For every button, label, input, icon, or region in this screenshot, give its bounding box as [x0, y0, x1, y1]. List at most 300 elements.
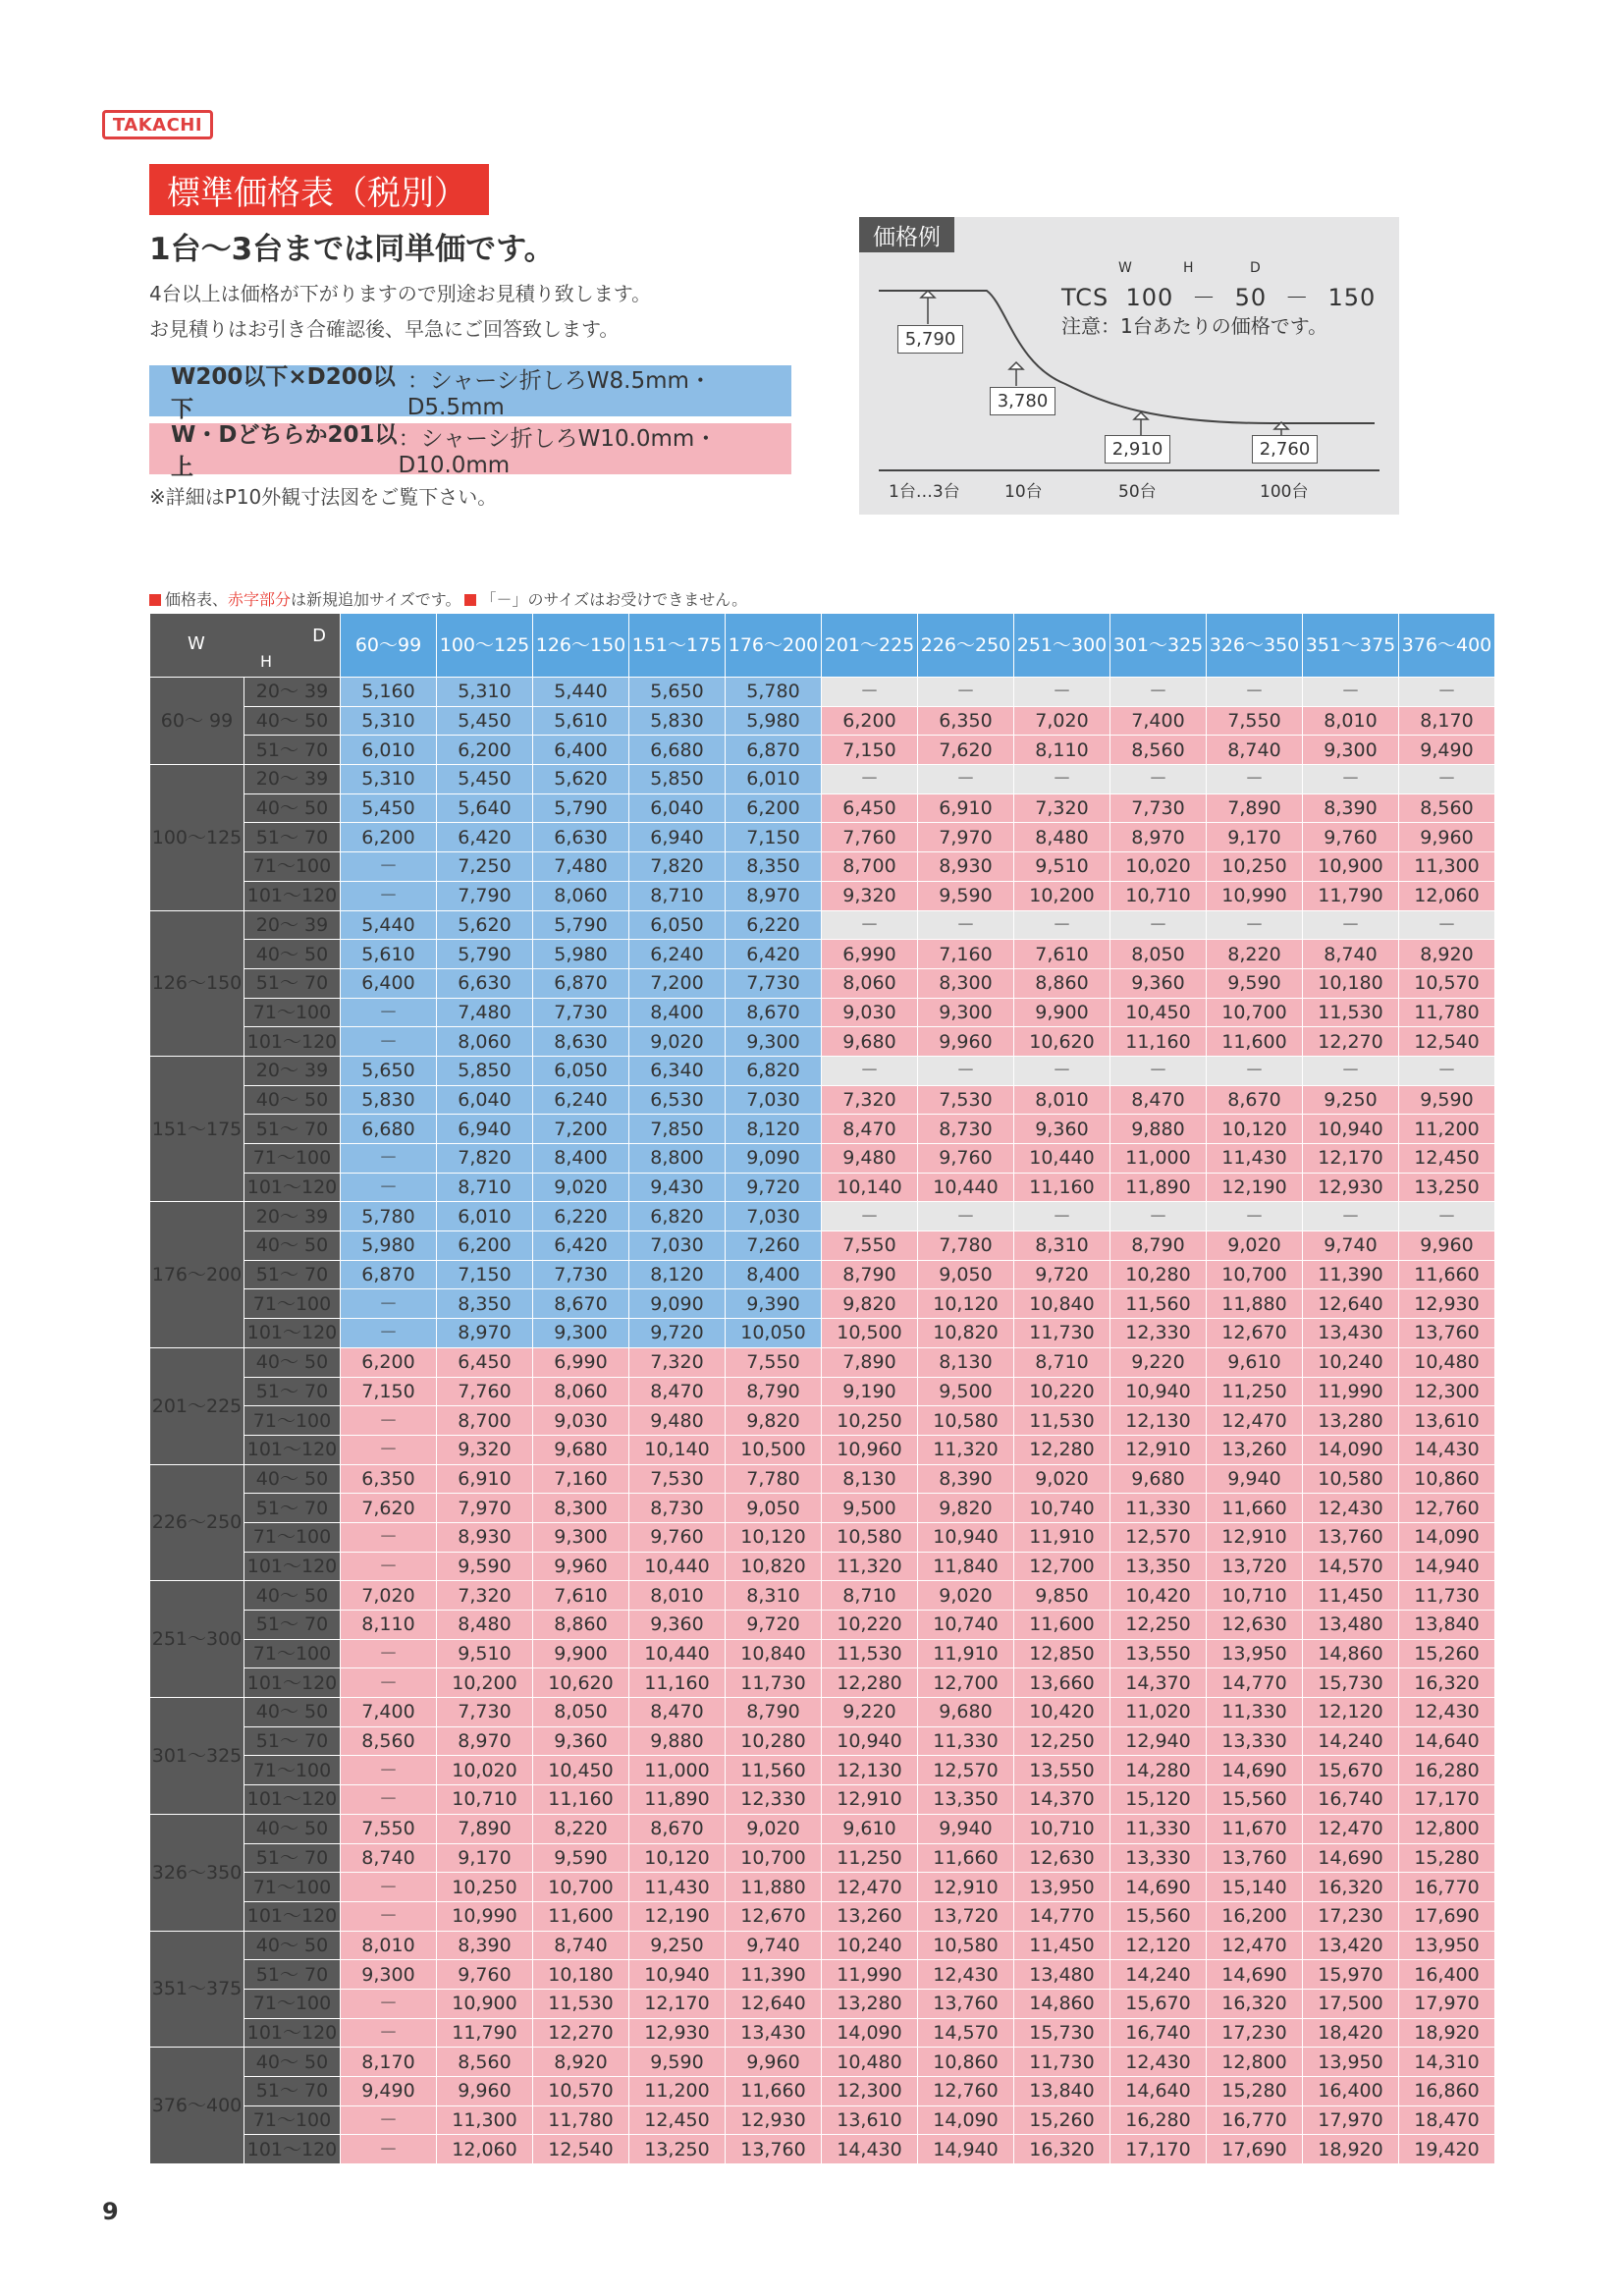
price-cell: 8,400: [629, 998, 726, 1027]
price-cell: 6,040: [629, 793, 726, 823]
legend-part-d: 「－」のサイズはお受けできません。: [480, 590, 748, 609]
price-cell: 12,270: [1303, 1027, 1399, 1057]
price-cell: 7,620: [341, 1494, 437, 1523]
h-range-cell: 51～ 70: [244, 1377, 341, 1406]
price-cell: 8,710: [629, 881, 726, 910]
table-row: [150, 2105, 1495, 2135]
price-cell: 8,700: [822, 852, 918, 882]
table-row: [150, 1144, 1495, 1174]
price-cell: 14,570: [1303, 1552, 1399, 1581]
h-range-cell: 71～100: [244, 998, 341, 1027]
price-cell: －: [341, 1027, 437, 1057]
table-row: [150, 1552, 1495, 1581]
table-row: [150, 1435, 1495, 1464]
price-cell: 8,170: [1399, 706, 1495, 736]
price-cell: 7,890: [437, 1814, 533, 1843]
table-body: [150, 678, 1495, 2164]
price-cell: 7,530: [918, 1085, 1014, 1115]
price-cell: 17,690: [1399, 1901, 1495, 1931]
table-row: [150, 1027, 1495, 1057]
price-cell: 5,830: [629, 706, 726, 736]
price-cell: 10,240: [1303, 1347, 1399, 1377]
price-cell: 9,050: [726, 1494, 822, 1523]
price-cell: 12,470: [1207, 1406, 1303, 1436]
price-cell: 15,670: [1110, 1989, 1207, 2018]
price-cell: 12,640: [726, 1989, 822, 2018]
price-cell: 12,430: [1110, 2048, 1207, 2077]
price-cell: 11,330: [1110, 1814, 1207, 1843]
price-cell: 11,600: [1207, 1027, 1303, 1057]
price-cell: 6,820: [629, 1202, 726, 1231]
price-cell: 13,840: [1399, 1611, 1495, 1640]
price-cell: 10,020: [1110, 852, 1207, 882]
price-cell: 5,640: [437, 793, 533, 823]
price-cell: 8,710: [822, 1581, 918, 1611]
price-cell: 11,330: [1207, 1698, 1303, 1727]
price-cell: 11,660: [918, 1843, 1014, 1873]
price-cell: 10,710: [1014, 1814, 1110, 1843]
price-cell: 6,050: [629, 910, 726, 940]
price-cell: 12,940: [1110, 1726, 1207, 1756]
price-cell: 14,570: [918, 2018, 1014, 2048]
price-cell: 10,700: [726, 1843, 822, 1873]
table-row: [150, 1611, 1495, 1640]
price-cell: 9,480: [822, 1144, 918, 1174]
price-cell: 8,670: [629, 1814, 726, 1843]
price-cell: －: [1303, 678, 1399, 707]
price-cell: 14,090: [918, 2105, 1014, 2135]
price-cell: 9,090: [726, 1144, 822, 1174]
price-cell: 9,360: [629, 1611, 726, 1640]
price-cell: 9,850: [1014, 1581, 1110, 1611]
price-cell: 7,890: [1207, 793, 1303, 823]
price-cell: 5,650: [629, 678, 726, 707]
price-cell: 12,430: [918, 1960, 1014, 1990]
price-cell: 10,020: [437, 1756, 533, 1785]
price-cell: 6,450: [822, 793, 918, 823]
price-cell: 11,530: [1014, 1406, 1110, 1436]
price-cell: 5,980: [533, 940, 629, 969]
price-cell: 15,970: [1303, 1960, 1399, 1990]
price-cell: －: [341, 852, 437, 882]
price-cell: 10,900: [1303, 852, 1399, 882]
price-cell: 10,700: [1207, 998, 1303, 1027]
price-cell: 16,280: [1399, 1756, 1495, 1785]
price-cell: 9,500: [918, 1377, 1014, 1406]
price-cell: 9,820: [918, 1494, 1014, 1523]
price-cell: 9,720: [726, 1173, 822, 1202]
price-cell: 5,440: [341, 910, 437, 940]
band-large-condition: W・Dどちらか201以上: [171, 422, 398, 480]
price-cell: 6,870: [726, 736, 822, 765]
price-cell: 9,090: [629, 1289, 726, 1319]
legend-square-icon: [464, 594, 476, 606]
price-cell: 12,630: [1014, 1843, 1110, 1873]
price-cell: 15,260: [1014, 2105, 1110, 2135]
price-cell: 9,590: [1207, 968, 1303, 998]
table-row: [150, 1085, 1495, 1115]
price-cell: 6,400: [341, 968, 437, 998]
x-label-10: 10台: [1004, 482, 1043, 502]
price-cell: 7,850: [629, 1115, 726, 1144]
table-row: [150, 2048, 1495, 2077]
price-cell: 6,870: [341, 1260, 437, 1289]
price-cell: 5,620: [533, 765, 629, 794]
price-cell: 9,020: [1014, 1464, 1110, 1494]
price-cell: －: [341, 1289, 437, 1319]
price-cell: 12,190: [629, 1901, 726, 1931]
price-cell: 8,470: [629, 1698, 726, 1727]
example-caution: 注意：1台あたりの価格です。: [1061, 314, 1328, 338]
price-cell: 8,050: [1110, 940, 1207, 969]
d-header: 251～300: [1014, 614, 1110, 678]
price-cell: 12,270: [533, 2018, 629, 2048]
price-cell: 11,200: [629, 2077, 726, 2106]
price-cell: 10,440: [629, 1639, 726, 1668]
w-range-cell: 376～400: [150, 2048, 244, 2164]
price-cell: 9,960: [1399, 823, 1495, 852]
price-cell: 9,300: [533, 1319, 629, 1348]
price-box-1-3: 5,790: [897, 325, 963, 354]
price-cell: 10,120: [726, 1522, 822, 1552]
price-cell: 12,280: [1014, 1435, 1110, 1464]
price-cell: 9,320: [822, 881, 918, 910]
price-cell: 14,280: [1110, 1756, 1207, 1785]
price-cell: 5,310: [341, 765, 437, 794]
price-cell: 7,400: [341, 1698, 437, 1727]
price-cell: 6,050: [533, 1056, 629, 1085]
h-range-cell: 71～100: [244, 1406, 341, 1436]
price-cell: 7,970: [437, 1494, 533, 1523]
price-cell: 6,940: [629, 823, 726, 852]
h-range-cell: 40～ 50: [244, 1464, 341, 1494]
price-cell: 8,730: [629, 1494, 726, 1523]
price-cell: 14,370: [1014, 1785, 1110, 1815]
d-header: 126～150: [533, 614, 629, 678]
price-cell: 12,540: [1399, 1027, 1495, 1057]
price-cell: 5,450: [437, 706, 533, 736]
table-row: [150, 968, 1495, 998]
price-cell: 8,480: [1014, 823, 1110, 852]
price-cell: 14,690: [1207, 1756, 1303, 1785]
price-box-100: 2,760: [1252, 435, 1318, 464]
price-cell: 11,880: [1207, 1289, 1303, 1319]
price-cell: 12,700: [1014, 1552, 1110, 1581]
price-cell: 15,120: [1110, 1785, 1207, 1815]
model-d: 150: [1327, 284, 1377, 311]
price-cell: 9,610: [822, 1814, 918, 1843]
price-cell: 12,700: [918, 1668, 1014, 1698]
price-cell: 9,390: [726, 1289, 822, 1319]
price-cell: 12,570: [1110, 1522, 1207, 1552]
price-cell: －: [341, 1873, 437, 1902]
table-row: [150, 2018, 1495, 2048]
price-cell: 12,670: [1207, 1319, 1303, 1348]
price-cell: 11,390: [1303, 1260, 1399, 1289]
table-row: [150, 1901, 1495, 1931]
page-subtitle: 1台～3台までは同単価です。: [149, 232, 555, 267]
price-cell: 8,670: [726, 998, 822, 1027]
price-cell: 6,200: [822, 706, 918, 736]
price-cell: 7,320: [822, 1085, 918, 1115]
price-cell: 8,860: [1014, 968, 1110, 998]
price-cell: 8,220: [1207, 940, 1303, 969]
description-line-2: お見積りはお引き合確認後、早急にご回答致します。: [149, 317, 620, 341]
price-cell: 6,240: [533, 1085, 629, 1115]
price-cell: 8,110: [1014, 736, 1110, 765]
price-cell: 10,420: [1110, 1581, 1207, 1611]
w-range-cell: 251～300: [150, 1581, 244, 1698]
price-cell: 14,640: [1110, 2077, 1207, 2106]
price-cell: 8,710: [1014, 1347, 1110, 1377]
table-row: [150, 765, 1495, 794]
legend-red-part: 赤字部分: [228, 590, 292, 609]
price-cell: 9,300: [533, 1522, 629, 1552]
price-cell: －: [341, 881, 437, 910]
price-cell: 9,940: [1207, 1464, 1303, 1494]
table-row: [150, 823, 1495, 852]
price-cell: 8,560: [341, 1726, 437, 1756]
price-cell: 9,510: [1014, 852, 1110, 882]
page-number: 9: [102, 2198, 119, 2225]
table-row: [150, 881, 1495, 910]
table-row: [150, 1960, 1495, 1990]
h-range-cell: 101～120: [244, 2018, 341, 2048]
h-range-cell: 51～ 70: [244, 823, 341, 852]
h-range-cell: 40～ 50: [244, 1085, 341, 1115]
price-cell: 8,050: [533, 1698, 629, 1727]
price-cell: 9,300: [341, 1960, 437, 1990]
price-cell: 18,920: [1303, 2135, 1399, 2164]
price-cell: 7,610: [1014, 940, 1110, 969]
price-cell: 12,120: [1110, 1931, 1207, 1960]
price-cell: 11,000: [629, 1756, 726, 1785]
price-cell: 5,850: [629, 765, 726, 794]
price-cell: 8,670: [1207, 1085, 1303, 1115]
price-cell: 9,820: [822, 1289, 918, 1319]
h-range-cell: 71～100: [244, 1289, 341, 1319]
price-cell: 14,310: [1399, 2048, 1495, 2077]
price-cell: 8,470: [1110, 1085, 1207, 1115]
price-cell: 5,620: [437, 910, 533, 940]
price-cell: 8,110: [341, 1611, 437, 1640]
price-cell: 9,760: [918, 1144, 1014, 1174]
price-cell: －: [1399, 1056, 1495, 1085]
price-cell: 11,790: [437, 2018, 533, 2048]
price-cell: 9,490: [341, 2077, 437, 2106]
h-range-cell: 101～120: [244, 1027, 341, 1057]
price-cell: 7,620: [918, 736, 1014, 765]
price-cell: 8,700: [437, 1406, 533, 1436]
model-dash: －: [1284, 284, 1310, 311]
price-cell: 7,730: [726, 968, 822, 998]
price-cell: 13,250: [629, 2135, 726, 2164]
price-cell: 7,820: [437, 1144, 533, 1174]
price-cell: 7,790: [437, 881, 533, 910]
price-cell: 8,790: [726, 1377, 822, 1406]
d-header: 226～250: [918, 614, 1014, 678]
price-cell: 8,740: [533, 1931, 629, 1960]
h-range-cell: 51～ 70: [244, 1960, 341, 1990]
price-cell: 8,390: [918, 1464, 1014, 1494]
price-cell: 13,250: [1399, 1173, 1495, 1202]
table-row: [150, 1115, 1495, 1144]
price-cell: 13,260: [1207, 1435, 1303, 1464]
h-range-cell: 40～ 50: [244, 1231, 341, 1261]
chassis-band-large: [149, 422, 791, 480]
price-cell: 9,020: [726, 1814, 822, 1843]
price-cell: 12,570: [918, 1756, 1014, 1785]
price-cell: 11,160: [1110, 1027, 1207, 1057]
h-range-cell: 71～100: [244, 1756, 341, 1785]
price-cell: 12,910: [1110, 1435, 1207, 1464]
price-cell: 13,950: [1207, 1639, 1303, 1668]
h-range-cell: 51～ 70: [244, 1726, 341, 1756]
price-cell: 10,570: [533, 2077, 629, 2106]
h-range-cell: 40～ 50: [244, 1931, 341, 1960]
price-cell: 14,240: [1303, 1726, 1399, 1756]
price-cell: 10,450: [533, 1756, 629, 1785]
price-cell: 10,820: [726, 1552, 822, 1581]
price-cell: 9,720: [1014, 1260, 1110, 1289]
price-cell: 6,990: [822, 940, 918, 969]
price-cell: 10,580: [918, 1931, 1014, 1960]
price-cell: －: [341, 2105, 437, 2135]
price-cell: 10,940: [822, 1726, 918, 1756]
price-cell: 9,590: [1399, 1085, 1495, 1115]
price-cell: 8,390: [437, 1931, 533, 1960]
price-cell: 10,940: [918, 1522, 1014, 1552]
table-row: [150, 910, 1495, 940]
price-cell: 14,940: [918, 2135, 1014, 2164]
price-cell: 11,600: [1014, 1611, 1110, 1640]
price-cell: 9,960: [437, 2077, 533, 2106]
price-cell: 9,320: [437, 1435, 533, 1464]
price-cell: 8,470: [822, 1115, 918, 1144]
price-cell: －: [1014, 910, 1110, 940]
d-header: 351～375: [1303, 614, 1399, 678]
price-cell: 8,920: [533, 2048, 629, 2077]
price-cell: 14,430: [822, 2135, 918, 2164]
table-corner: [150, 614, 341, 678]
price-cell: 5,980: [341, 1231, 437, 1261]
price-cell: 9,250: [1303, 1085, 1399, 1115]
price-cell: 7,150: [822, 736, 918, 765]
price-cell: 16,860: [1399, 2077, 1495, 2106]
d-header: 326～350: [1207, 614, 1303, 678]
price-cell: 9,740: [1303, 1231, 1399, 1261]
price-cell: 8,310: [1014, 1231, 1110, 1261]
price-cell: －: [1399, 1202, 1495, 1231]
price-cell: 9,020: [918, 1581, 1014, 1611]
price-cell: 9,760: [437, 1960, 533, 1990]
price-cell: 12,760: [918, 2077, 1014, 2106]
price-cell: 10,580: [918, 1406, 1014, 1436]
price-cell: 11,560: [726, 1756, 822, 1785]
price-cell: 5,830: [341, 1085, 437, 1115]
price-cell: 9,900: [1014, 998, 1110, 1027]
price-cell: 8,790: [1110, 1231, 1207, 1261]
price-cell: 11,430: [1207, 1144, 1303, 1174]
x-label-50: 50台: [1118, 482, 1157, 502]
price-cell: 10,840: [1014, 1289, 1110, 1319]
price-cell: 6,040: [437, 1085, 533, 1115]
price-cell: 10,580: [1303, 1464, 1399, 1494]
price-cell: 12,430: [1399, 1698, 1495, 1727]
price-cell: 9,030: [822, 998, 918, 1027]
price-cell: 5,650: [341, 1056, 437, 1085]
price-cell: 9,880: [629, 1726, 726, 1756]
price-cell: 8,300: [918, 968, 1014, 998]
price-cell: 12,470: [1303, 1814, 1399, 1843]
price-cell: －: [1207, 765, 1303, 794]
price-cell: 9,220: [822, 1698, 918, 1727]
h-range-cell: 20～ 39: [244, 1056, 341, 1085]
price-cell: 16,400: [1399, 1960, 1495, 1990]
price-cell: 11,780: [533, 2105, 629, 2135]
band-large-text: ：シャーシ折しろW10.0mm・D10.0mm: [398, 425, 718, 478]
price-cell: 7,150: [726, 823, 822, 852]
price-cell: 10,480: [1399, 1347, 1495, 1377]
h-range-cell: 101～120: [244, 1435, 341, 1464]
price-cell: －: [918, 1056, 1014, 1085]
table-row: [150, 678, 1495, 707]
price-cell: 10,700: [533, 1873, 629, 1902]
price-cell: 8,220: [533, 1814, 629, 1843]
price-cell: 9,680: [1110, 1464, 1207, 1494]
price-cell: 9,880: [1110, 1115, 1207, 1144]
price-cell: 12,190: [1207, 1173, 1303, 1202]
price-cell: 9,170: [437, 1843, 533, 1873]
price-cell: 11,840: [918, 1552, 1014, 1581]
w-range-cell: 176～200: [150, 1202, 244, 1347]
price-cell: 10,620: [533, 1668, 629, 1698]
price-cell: 12,300: [822, 2077, 918, 2106]
price-cell: 8,930: [437, 1522, 533, 1552]
table-row: [150, 706, 1495, 736]
table-row: [150, 1173, 1495, 1202]
price-cell: 12,250: [1014, 1726, 1110, 1756]
price-cell: 15,140: [1207, 1873, 1303, 1902]
price-cell: 6,240: [629, 940, 726, 969]
price-cell: 7,200: [629, 968, 726, 998]
price-cell: 12,060: [437, 2135, 533, 2164]
w-range-cell: 326～350: [150, 1814, 244, 1931]
h-range-cell: 71～100: [244, 1639, 341, 1668]
price-cell: －: [1399, 678, 1495, 707]
price-cell: 8,790: [726, 1698, 822, 1727]
price-cell: －: [341, 2018, 437, 2048]
price-cell: 11,320: [822, 1552, 918, 1581]
price-cell: 8,970: [1110, 823, 1207, 852]
price-cell: 16,280: [1110, 2105, 1207, 2135]
price-cell: 13,280: [822, 1989, 918, 2018]
example-model-number: [1061, 278, 1376, 312]
price-cell: 9,020: [533, 1173, 629, 1202]
price-cell: 17,170: [1110, 2135, 1207, 2164]
price-cell: 14,370: [1110, 1668, 1207, 1698]
price-cell: 14,090: [822, 2018, 918, 2048]
price-cell: 14,690: [1110, 1873, 1207, 1902]
price-cell: 7,730: [533, 998, 629, 1027]
h-range-cell: 51～ 70: [244, 1494, 341, 1523]
price-cell: 5,980: [726, 706, 822, 736]
detail-note: ※詳細はP10外観寸法図をご覧下さい。: [149, 485, 498, 509]
price-cell: 9,190: [822, 1377, 918, 1406]
price-cell: －: [822, 1202, 918, 1231]
price-cell: 10,960: [822, 1435, 918, 1464]
price-box-10: 3,780: [990, 387, 1055, 415]
